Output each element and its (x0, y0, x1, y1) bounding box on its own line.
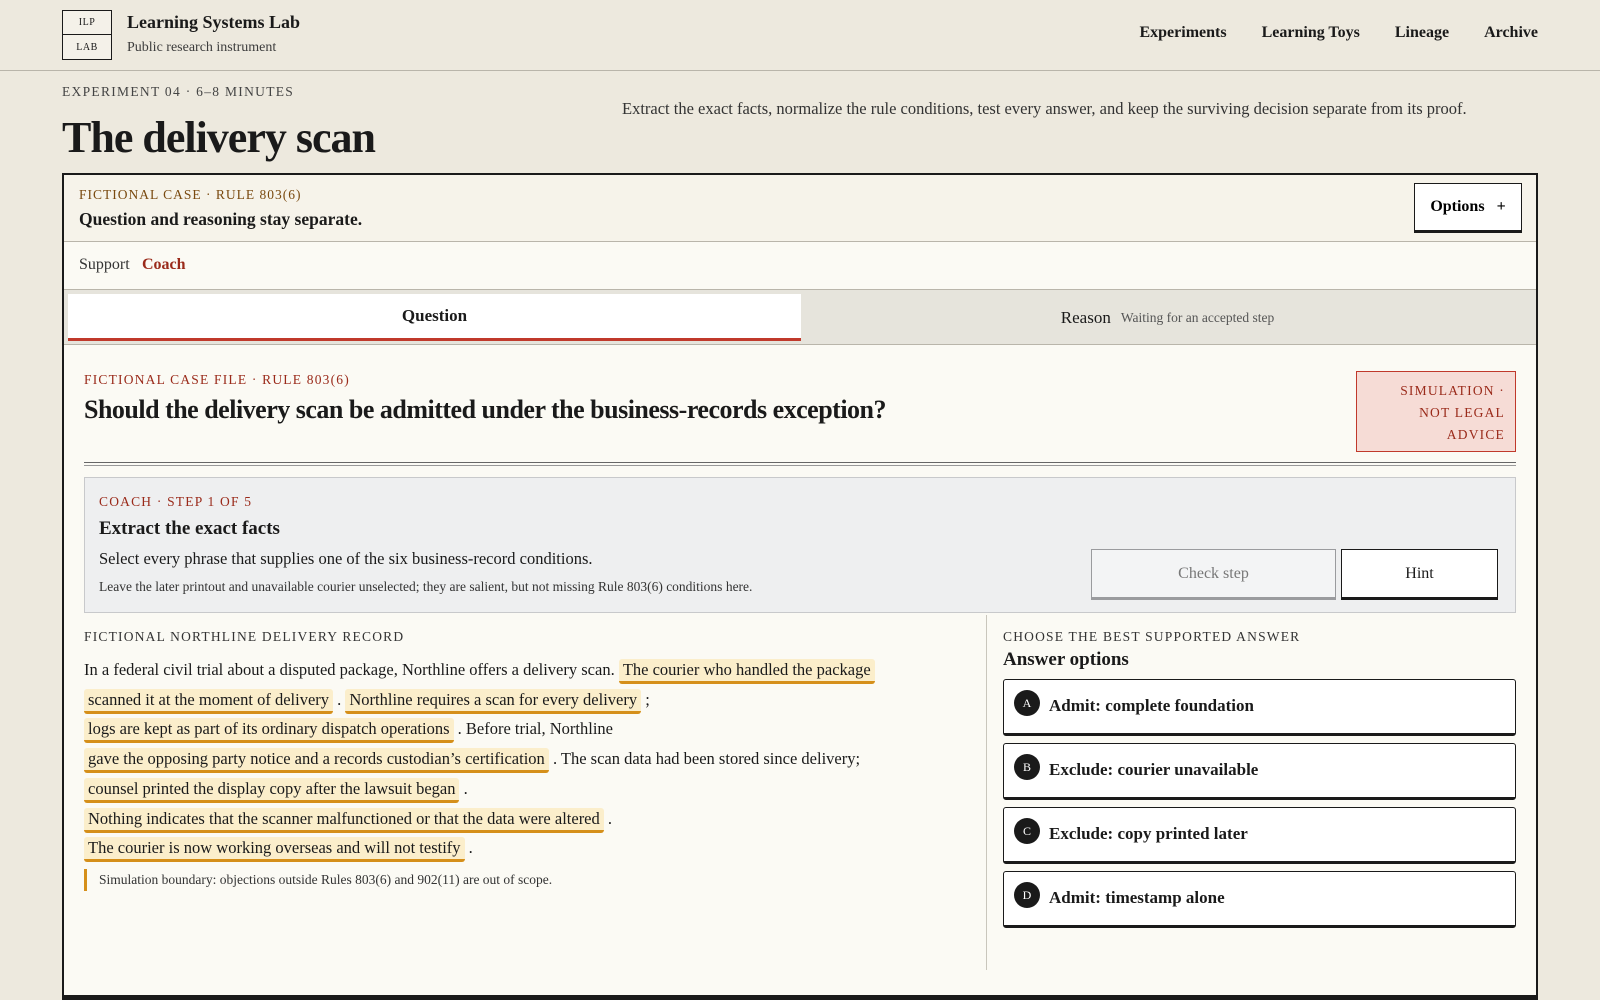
fact-phrase-scan-timing[interactable]: scanned it at the moment of delivery (84, 689, 333, 714)
tab-reason[interactable] (801, 294, 1534, 341)
page-title: The delivery scan (62, 113, 375, 162)
answer-label: Exclude: courier unavailable (1049, 760, 1259, 779)
fact-phrase-printed-later[interactable]: counsel printed the display copy after the lawsuit began (84, 778, 459, 803)
coach-step-kicker: COACH · STEP 1 OF 5 (99, 494, 253, 509)
fact-phrase-no-malfunction[interactable]: Nothing indicates that the scanner malfunctioned or that the data were altered (84, 808, 604, 833)
record-text-plain: In a federal civil trial about a disputed package, Northline offers a delivery scan. (84, 660, 615, 679)
coach-box (84, 477, 1516, 613)
nav-lineage[interactable]: Lineage (1394, 24, 1450, 41)
lab-logo[interactable] (62, 10, 112, 60)
answer-letter-badge: C (1014, 818, 1040, 844)
answer-option-b[interactable] (1003, 743, 1516, 800)
fact-phrase-ordinary-operations[interactable]: logs are kept as part of its ordinary dispatch operations (84, 718, 454, 743)
site-tagline: Public research instrument (127, 40, 277, 55)
tab-bar (64, 290, 1536, 345)
panel-footer-bar (64, 995, 1536, 1000)
site-name[interactable]: Learning Systems Lab (127, 12, 301, 32)
options-button[interactable] (1414, 183, 1522, 233)
support-row (64, 242, 1536, 290)
answer-option-a[interactable] (1003, 679, 1516, 736)
badge-line-2: NOT LEGAL (1419, 405, 1505, 420)
logo-bottom-text: LAB (76, 41, 98, 53)
check-step-button[interactable]: Check step (1091, 549, 1336, 600)
answer-label: Admit: complete foundation (1049, 696, 1254, 715)
options-label: Options (1430, 198, 1485, 215)
experiment-panel (62, 173, 1538, 1000)
coach-note: Leave the later printout and unavailable courier unselected; they are salient, but not missing Rule 803(6) conditions here. (99, 579, 753, 594)
answers-title: Answer options (1003, 649, 1129, 670)
simulation-boundary-note: Simulation boundary: objections outside Rules 803(6) and 902(11) are out of scope. (84, 869, 552, 891)
answer-letter-badge: D (1014, 882, 1040, 908)
answer-letter-badge: A (1014, 690, 1040, 716)
record-text-plain: . (607, 808, 613, 828)
fact-phrase-courier-unavailable[interactable]: The courier is now working overseas and will not testify (84, 837, 465, 862)
nav-learning-toys[interactable]: Learning Toys (1261, 24, 1360, 41)
badge-line-3: ADVICE (1446, 427, 1505, 442)
record-text (84, 655, 964, 863)
case-header (64, 175, 1536, 242)
support-mode-coach[interactable]: Coach (142, 256, 186, 273)
simulation-badge (1356, 371, 1516, 452)
answer-option-c[interactable] (1003, 807, 1516, 864)
section-divider (84, 462, 1516, 466)
fact-phrase-scan-required[interactable]: Northline requires a scan for every delivery (345, 689, 641, 714)
fact-phrase-courier[interactable]: The courier who handled the package (619, 659, 875, 684)
record-text-plain: ; (645, 689, 650, 709)
badge-line-1: SIMULATION · (1400, 383, 1505, 398)
experiment-description: Extract the exact facts, normalize the rule conditions, test every answer, and keep the surviving decision separate from its proof. (622, 99, 1467, 118)
answer-option-d[interactable] (1003, 871, 1516, 928)
tab-reason-label: Reason (1060, 307, 1111, 327)
record-text-plain: . Before trial, Northline (457, 719, 613, 739)
nav-archive[interactable]: Archive (1484, 24, 1538, 41)
coach-instruction: Select every phrase that supplies one of the six business-record conditions. (99, 549, 593, 568)
answer-letter-badge: B (1014, 754, 1040, 780)
record-text-plain: . (468, 838, 473, 858)
question-title: Should the delivery scan be admitted under the business-records exception? (84, 395, 887, 424)
case-kicker: FICTIONAL CASE · RULE 803(6) (79, 187, 302, 202)
case-file-kicker: FICTIONAL CASE FILE · RULE 803(6) (84, 372, 350, 387)
record-kicker: FICTIONAL NORTHLINE DELIVERY RECORD (84, 629, 405, 644)
site-header (0, 0, 1600, 71)
answer-label: Admit: timestamp alone (1049, 888, 1225, 907)
tab-reason-status: Waiting for an accepted step (1120, 309, 1275, 325)
record-text-plain: . (337, 689, 342, 709)
nav-experiments[interactable]: Experiments (1139, 24, 1227, 41)
coach-step-title: Extract the exact facts (99, 518, 280, 539)
support-label: Support (79, 256, 130, 273)
hint-button[interactable]: Hint (1341, 549, 1498, 600)
experiment-kicker: EXPERIMENT 04 · 6–8 MINUTES (62, 84, 295, 99)
answer-label: Exclude: copy printed later (1049, 824, 1248, 843)
column-divider (986, 615, 987, 970)
plus-icon: + (1496, 198, 1506, 215)
tab-question[interactable] (68, 294, 801, 341)
answers-kicker: CHOOSE THE BEST SUPPORTED ANSWER (1003, 629, 1301, 644)
top-nav (1139, 24, 1538, 42)
tab-question-label: Question (401, 306, 468, 325)
logo-top-text: ILP (63, 11, 111, 35)
fact-phrase-notice-certification[interactable]: gave the opposing party notice and a records custodian’s certification (84, 748, 549, 773)
record-text-plain: . (463, 778, 468, 798)
record-text-plain: . The scan data had been stored since delivery; (552, 749, 861, 769)
case-title: Question and reasoning stay separate. (79, 209, 363, 229)
